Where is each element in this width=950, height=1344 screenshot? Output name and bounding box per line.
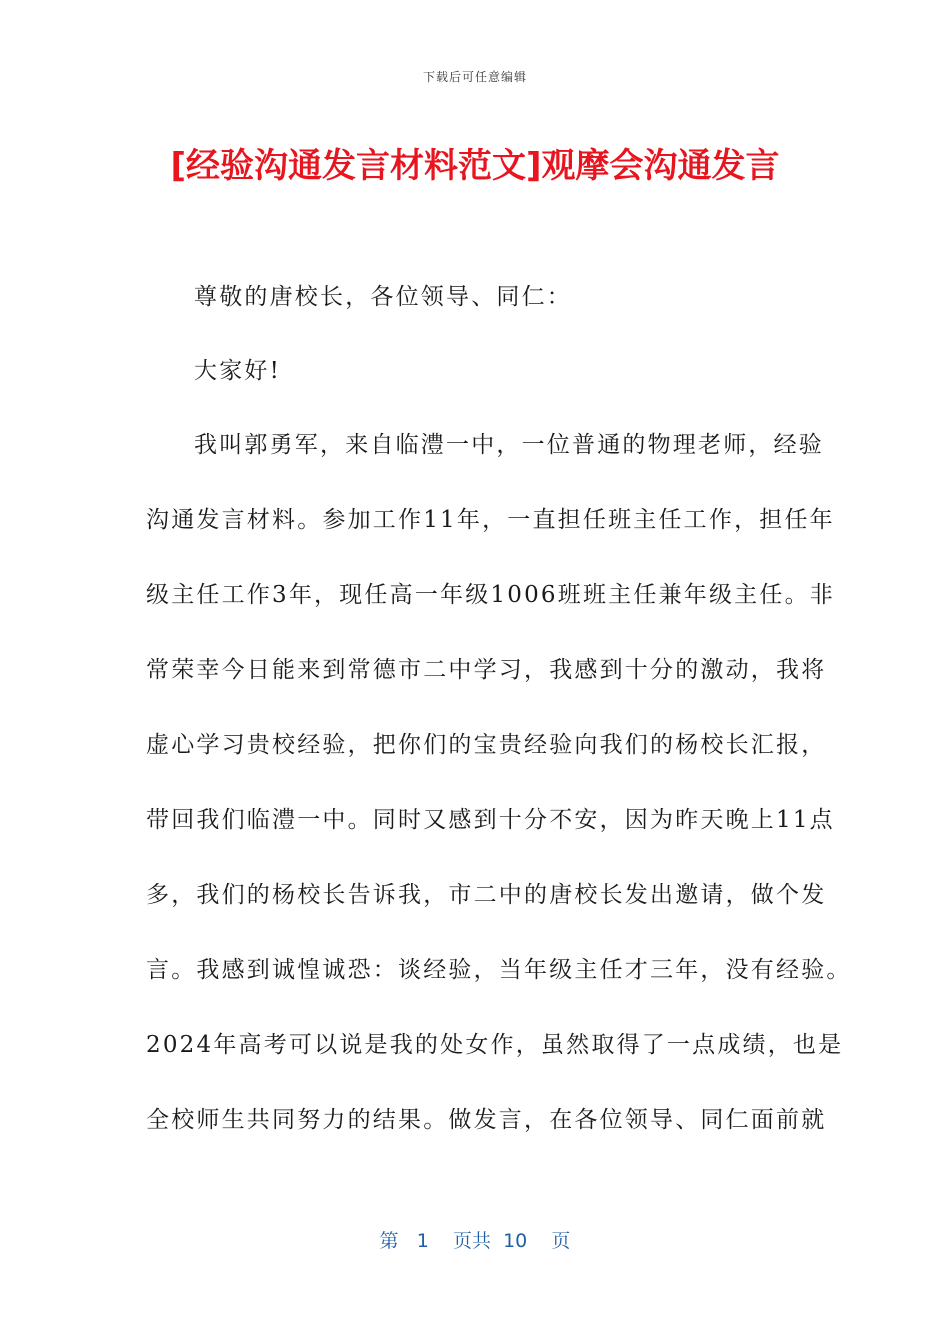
total-pages-number: 10 [503, 1230, 528, 1252]
text-line: 带回我们临澧一中。同时又感到十分不安，因为昨天晚上11点 [146, 807, 835, 833]
text-line: 虚心学习贵校经验，把你们的宝贵经验向我们的杨校长汇报， [146, 732, 827, 758]
current-page-number: 1 [416, 1230, 429, 1252]
header-note: 下载后可任意编辑 [422, 70, 527, 84]
text-line: 常荣幸今日能来到常德市二中学习，我感到十分的激动，我将 [146, 657, 827, 683]
main-paragraph [146, 426, 852, 1139]
text-line: 言。我感到诚惶诚恐：谈经验，当年级主任才三年，没有经验。 [146, 957, 852, 983]
page-label-suffix: 页 [551, 1230, 571, 1252]
greeting-paragraph [146, 352, 806, 390]
text-line: 我叫郭勇军，来自临澧一中，一位普通的物理老师，经验 [194, 432, 824, 458]
page-label-prefix: 第 [379, 1230, 399, 1252]
salutation-line: 尊敬的唐校长，各位领导、同仁： [194, 284, 572, 310]
text-line: 2024年高考可以说是我的处女作，虽然取得了一点成绩，也是 [146, 1032, 844, 1058]
text-line: 沟通发言材料。参加工作11年，一直担任班主任工作，担任年 [146, 507, 835, 533]
text-line: 多，我们的杨校长告诉我，市二中的唐校长发出邀请，做个发 [146, 882, 827, 908]
document-body [146, 278, 852, 1139]
text-line: 全校师生共同努力的结果。做发言，在各位领导、同仁面前就 [146, 1107, 827, 1133]
salutation-paragraph [146, 278, 806, 316]
page-label-mid: 页共 [452, 1230, 491, 1252]
greeting-line: 大家好! [194, 358, 282, 384]
text-line: 级主任工作3年，现任高一年级1006班班主任兼年级主任。非 [146, 582, 835, 608]
document-title: [经验沟通发言材料范文]观摩会沟通发言 [170, 146, 780, 186]
page-number-footer [0, 1226, 950, 1253]
